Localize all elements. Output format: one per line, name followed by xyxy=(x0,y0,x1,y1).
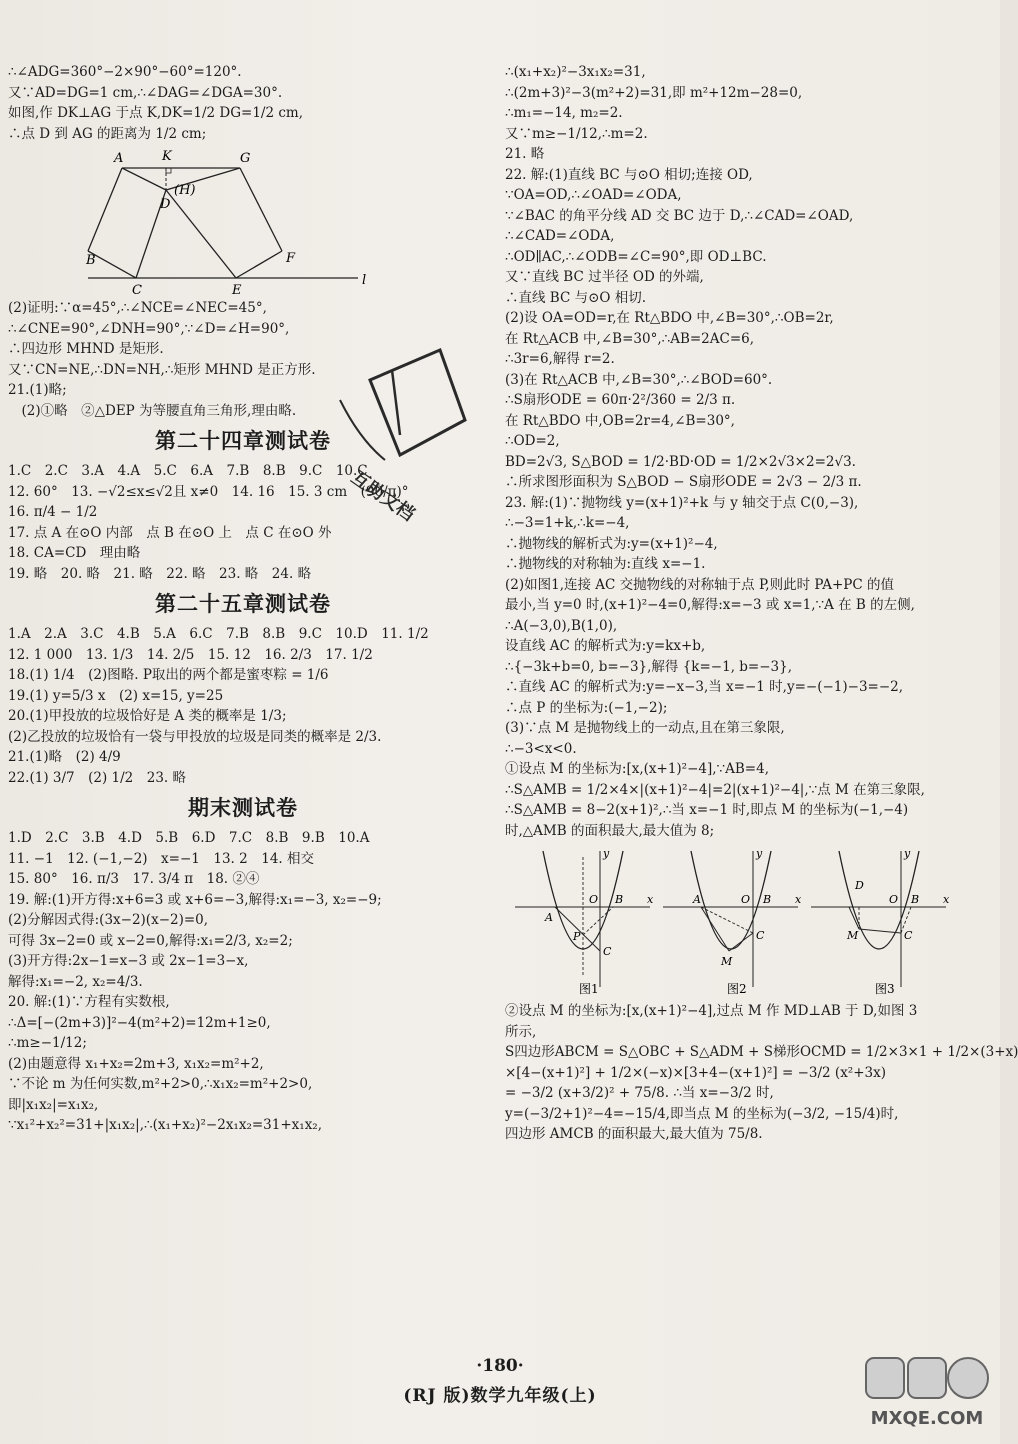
text-line: (3)在 Rt△ACB 中,∠B=30°,∴∠BOD=60°. xyxy=(505,371,773,388)
text-line: (2)证明:∵α=45°,∴∠NCE=∠NEC=45°, xyxy=(8,300,267,316)
text-line: S四边形ABCM = S△OBC + S△ADM + S梯形OCMD = 1/2×3×1 + 1/2×(3+x) xyxy=(505,1044,1018,1060)
text-line: ∴∠CNE=90°,∠DNH=90°,∵∠D=∠H=90°, xyxy=(8,320,290,337)
point-label: D xyxy=(855,879,864,892)
axis-label: x xyxy=(647,893,654,906)
text-line: (2)设 OA=OD=r,在 Rt△BDO 中,∠B=30°,∴OB=2r, xyxy=(505,310,834,326)
answer-line: 18. CA=CD 理由略 xyxy=(8,545,141,561)
text-line: (2)①略 ②△DEP 为等腰直角三角形,理由略. xyxy=(8,402,297,419)
text-line: ∴抛物线的解析式为:y=(x+1)²−4, xyxy=(505,535,718,552)
axis-label: x xyxy=(795,893,802,906)
answer-line: ∵不论 m 为任何实数,m²+2>0,∴x₁x₂=m²+2>0, xyxy=(8,1076,313,1092)
answer-line: 16. π/4 − 1/2 xyxy=(8,504,98,520)
point-label: (H) xyxy=(174,183,196,198)
site-watermark xyxy=(862,1352,992,1438)
point-label: C xyxy=(904,929,913,942)
answer-line: (2)乙投放的垃圾恰有一袋与甲投放的垃圾是同类的概率是 2/3. xyxy=(8,728,382,745)
point-label: M xyxy=(721,955,733,968)
text-line: 21.(1)略; xyxy=(8,382,67,398)
text-line: ∴点 P 的坐标为:(−1,−2); xyxy=(505,699,668,716)
answer-line: 解得:x₁=−2, x₂=4/3. xyxy=(8,973,143,990)
text-line: ∴∠CAD=∠ODA, xyxy=(505,228,615,244)
text-line: 22. 解:(1)直线 BC 与⊙O 相切;连接 OD, xyxy=(505,166,753,183)
text-line: ∴点 D 到 AG 的距离为 1/2 cm; xyxy=(8,125,207,142)
answer-line: 1.A 2.A 3.C 4.B 5.A 6.C 7.B 8.B 9.C 10.D 11. 1/2 xyxy=(8,626,429,642)
answer-line: 12. 1 000 13. 1/3 14. 2/5 15. 12 16. 2/3 17. 1/2 xyxy=(8,646,373,663)
point-label: C xyxy=(603,945,612,958)
section-heading: 期末测试卷 xyxy=(188,796,298,820)
text-line: ∵∠BAC 的角平分线 AD 交 BC 边于 D,∴∠CAD=∠OAD, xyxy=(505,207,854,224)
answer-line: ∵x₁²+x₂²=31+|x₁x₂|,∴(x₁+x₂)²−2x₁x₂=31+x₁x₂, xyxy=(8,1117,323,1133)
text-line: ∴抛物线的对称轴为:直线 x=−1. xyxy=(505,556,706,572)
document-stamp xyxy=(330,340,470,526)
text-line: ∴S△AMB = 8−2(x+1)²,∴当 x=−1 时,即点 M 的坐标为(−1,−4) xyxy=(505,802,909,818)
point-label: B xyxy=(86,253,96,268)
book-title: (RJ 版)数学九年级(上) xyxy=(403,1386,597,1406)
answer-line: 19. 略 20. 略 21. 略 22. 略 23. 略 24. 略 xyxy=(8,565,312,582)
answer-line: 可得 3x−2=0 或 x−2=0,解得:x₁=2/3, x₂=2; xyxy=(8,932,293,949)
text-line: ∵OA=OD,∴∠OAD=∠ODA, xyxy=(505,187,682,203)
answer-line: 15. 80° 16. π/3 17. 3/4 π 18. ②④ xyxy=(8,871,260,887)
axis-label: y xyxy=(904,847,911,860)
text-line: 设直线 AC 的解析式为:y=kx+b, xyxy=(505,638,706,654)
answer-line: 17. 点 A 在⊙O 内部 点 B 在⊙O 上 点 C 在⊙O 外 xyxy=(8,524,332,541)
answer-line: 1.D 2.C 3.B 4.D 5.B 6.D 7.C 8.B 9.B 10.A xyxy=(8,830,370,846)
text-line: ∴{−3k+b=0, b=−3},解得 {k=−1, b=−3}, xyxy=(505,658,793,675)
text-line: ∴直线 AC 的解析式为:y=−x−3,当 x=−1 时,y=−(−1)−3=−2, xyxy=(505,679,904,695)
point-label: C xyxy=(132,283,142,298)
point-label: O xyxy=(741,893,751,906)
axis-label: y xyxy=(756,847,763,860)
parabola-figure-1 xyxy=(515,847,654,996)
point-label: G xyxy=(240,151,251,166)
text-line: 最小,当 y=0 时,(x+1)²−4=0,解得:x=−3 或 x=1,∵A 在 B 的左侧, xyxy=(505,597,915,613)
geometry-figure xyxy=(88,146,378,296)
text-line: ∴m₁=−14, m₂=2. xyxy=(505,105,623,121)
text-line: 又∵CN=NE,∴DN=NH,∴矩形 MHND 是正方形. xyxy=(8,361,316,378)
text-line: ∴OD=2, xyxy=(505,433,560,449)
parabola-figures xyxy=(515,847,955,997)
text-line: 又∵AD=DG=1 cm,∴∠DAG=∠DGA=30°. xyxy=(8,84,283,101)
text-line: 又∵m≥−1/12,∴m=2. xyxy=(505,125,648,142)
answer-line: (2)由题意得 x₁+x₂=2m+3, x₁x₂=m²+2, xyxy=(8,1055,264,1072)
point-label: A xyxy=(545,911,553,924)
point-label: O xyxy=(589,893,599,906)
parabola-figure-3 xyxy=(811,847,950,996)
answer-line: 12. 60° 13. −√2≤x≤√2且 x≠0 14. 16 15. 3 cm (90/π)° xyxy=(8,483,409,500)
text-line: ①设点 M 的坐标为:[x,(x+1)²−4],∵AB=4, xyxy=(505,761,769,777)
point-label: P xyxy=(573,930,581,943)
text-line: 23. 解:(1)∵抛物线 y=(x+1)²+k 与 y 轴交于点 C(0,−3), xyxy=(505,494,859,511)
stamp-text: 互助文档 xyxy=(347,466,419,526)
answer-line: ∴m≥−1/12; xyxy=(8,1035,87,1051)
text-line: ∴∠ADG=360°−2×90°−60°=120°. xyxy=(8,64,242,80)
text-line: ∴S△AMB = 1/2×4×|(x+1)²−4|=2|(x+1)²−4|,∵点 M 在第三象限, xyxy=(505,781,925,798)
text-line: ∴−3=1+k,∴k=−4, xyxy=(505,515,630,531)
text-line: 在 Rt△BDO 中,OB=2r=4,∠B=30°, xyxy=(505,412,735,429)
text-line: ∴3r=6,解得 r=2. xyxy=(505,351,615,367)
answer-line: 20. 解:(1)∵方程有实数根, xyxy=(8,994,170,1010)
point-label: D xyxy=(160,197,171,212)
point-label: B xyxy=(911,893,920,906)
text-line: ∴OD∥AC,∴∠ODB=∠C=90°,即 OD⊥BC. xyxy=(505,248,767,265)
answer-line: 20.(1)甲投放的垃圾恰好是 A 类的概率是 1/3; xyxy=(8,708,287,724)
text-line: BD=2√3, S△BOD = 1/2·BD·OD = 1/2×2√3×2=2√3. xyxy=(505,453,856,470)
parabola-figure-2 xyxy=(663,847,802,996)
text-line: 在 Rt△ACB 中,∠B=30°,∴AB=2AC=6, xyxy=(505,330,755,347)
text-line: ∴所求图形面积为 S△BOD − S扇形ODE = 2√3 − 2/3 π. xyxy=(505,474,862,490)
section-heading: 第二十五章测试卷 xyxy=(155,592,331,616)
answer-line: (3)开方得:2x−1=x−3 或 2x−1=3−x, xyxy=(8,953,249,969)
left-column xyxy=(8,62,478,1136)
axis-label: y xyxy=(603,847,610,860)
text-line: (3)∵点 M 是抛物线上的一动点,且在第三象限, xyxy=(505,720,785,736)
watermark-logo-icon xyxy=(862,1352,992,1408)
point-label: B xyxy=(763,893,772,906)
page-number: ·180· xyxy=(476,1356,524,1376)
answer-line: 11. −1 12. (−1,−2) x=−1 13. 2 14. 相交 xyxy=(8,850,314,867)
text-line: ∴四边形 MHND 是矩形. xyxy=(8,341,164,357)
text-line: 如图,作 DK⊥AG 于点 K,DK=1/2 DG=1/2 cm, xyxy=(8,105,304,121)
point-label: F xyxy=(286,251,296,266)
answer-line: 19.(1) y=5/3 x (2) x=15, y=25 xyxy=(8,687,224,704)
point-label: M xyxy=(847,929,859,942)
point-label: E xyxy=(232,283,242,298)
text-line: (2)如图1,连接 AC 交抛物线的对称轴于点 P,则此时 PA+PC 的值 xyxy=(505,576,894,593)
text-line: ∴(x₁+x₂)²−3x₁x₂=31, xyxy=(505,64,646,80)
answer-line: 即|x₁x₂|=x₁x₂, xyxy=(8,1096,99,1113)
text-line: 四边形 AMCB 的面积最大,最大值为 75/8. xyxy=(505,1126,763,1142)
text-line: 又∵直线 BC 过半径 OD 的外端, xyxy=(505,269,704,285)
answer-line: ∴Δ=[−(2m+3)]²−4(m²+2)=12m+1≥0, xyxy=(8,1014,271,1031)
text-line: ∴A(−3,0),B(1,0), xyxy=(505,617,618,634)
text-line: 时,△AMB 的面积最大,最大值为 8; xyxy=(505,822,715,839)
text-line: 21. 略 xyxy=(505,146,545,162)
point-label: K xyxy=(162,149,172,164)
text-line: ∴(2m+3)²−3(m²+2)=31,即 m²+12m−28=0, xyxy=(505,84,803,101)
text-line: ∴直线 BC 与⊙O 相切. xyxy=(505,289,647,306)
answer-line: 1.C 2.C 3.A 4.A 5.C 6.A 7.B 8.B 9.C 10.C xyxy=(8,463,368,479)
point-label: l xyxy=(362,273,367,288)
point-label: B xyxy=(615,893,624,906)
right-column xyxy=(505,62,1018,1145)
point-label: C xyxy=(756,929,765,942)
figure-caption: 图1 xyxy=(579,982,599,996)
text-line: y=(−3/2+1)²−4=−15/4,即当点 M 的坐标为(−3/2, −15/4)时, xyxy=(505,1105,899,1122)
section-heading: 第二十四章测试卷 xyxy=(155,429,331,453)
answer-line: 19. 解:(1)开方得:x+6=3 或 x+6=−3,解得:x₁=−3, x₂=−9; xyxy=(8,891,382,908)
answer-line: 22.(1) 3/7 (2) 1/2 23. 略 xyxy=(8,769,187,786)
text-line: ②设点 M 的坐标为:[x,(x+1)²−4],过点 M 作 MD⊥AB 于 D,如图 3 xyxy=(505,1003,918,1019)
text-line: ×[4−(x+1)²] + 1/2×(−x)×[3+4−(x+1)²] = −3/2 (x²+3x) xyxy=(505,1064,886,1081)
watermark-text: MXQE.COM xyxy=(870,1408,984,1429)
text-line: ∴−3<x<0. xyxy=(505,740,577,757)
text-line: ∴S扇形ODE = 60π·2²/360 = 2/3 π. xyxy=(505,392,736,408)
point-label: A xyxy=(114,151,124,166)
answer-line: 21.(1)略 (2) 4/9 xyxy=(8,749,121,765)
figure-caption: 图2 xyxy=(727,982,747,996)
axis-label: x xyxy=(943,893,950,906)
answer-line: (2)分解因式得:(3x−2)(x−2)=0, xyxy=(8,912,209,928)
answer-line: 18.(1) 1/4 (2)图略. P取出的两个都是蜜枣粽 = 1/6 xyxy=(8,667,329,683)
text-line: = −3/2 (x+3/2)² + 75/8. ∴当 x=−3/2 时, xyxy=(505,1085,774,1101)
point-label: O xyxy=(889,893,899,906)
text-line: 所示, xyxy=(505,1023,537,1040)
point-label: A xyxy=(693,893,701,906)
figure-caption: 图3 xyxy=(875,982,895,996)
